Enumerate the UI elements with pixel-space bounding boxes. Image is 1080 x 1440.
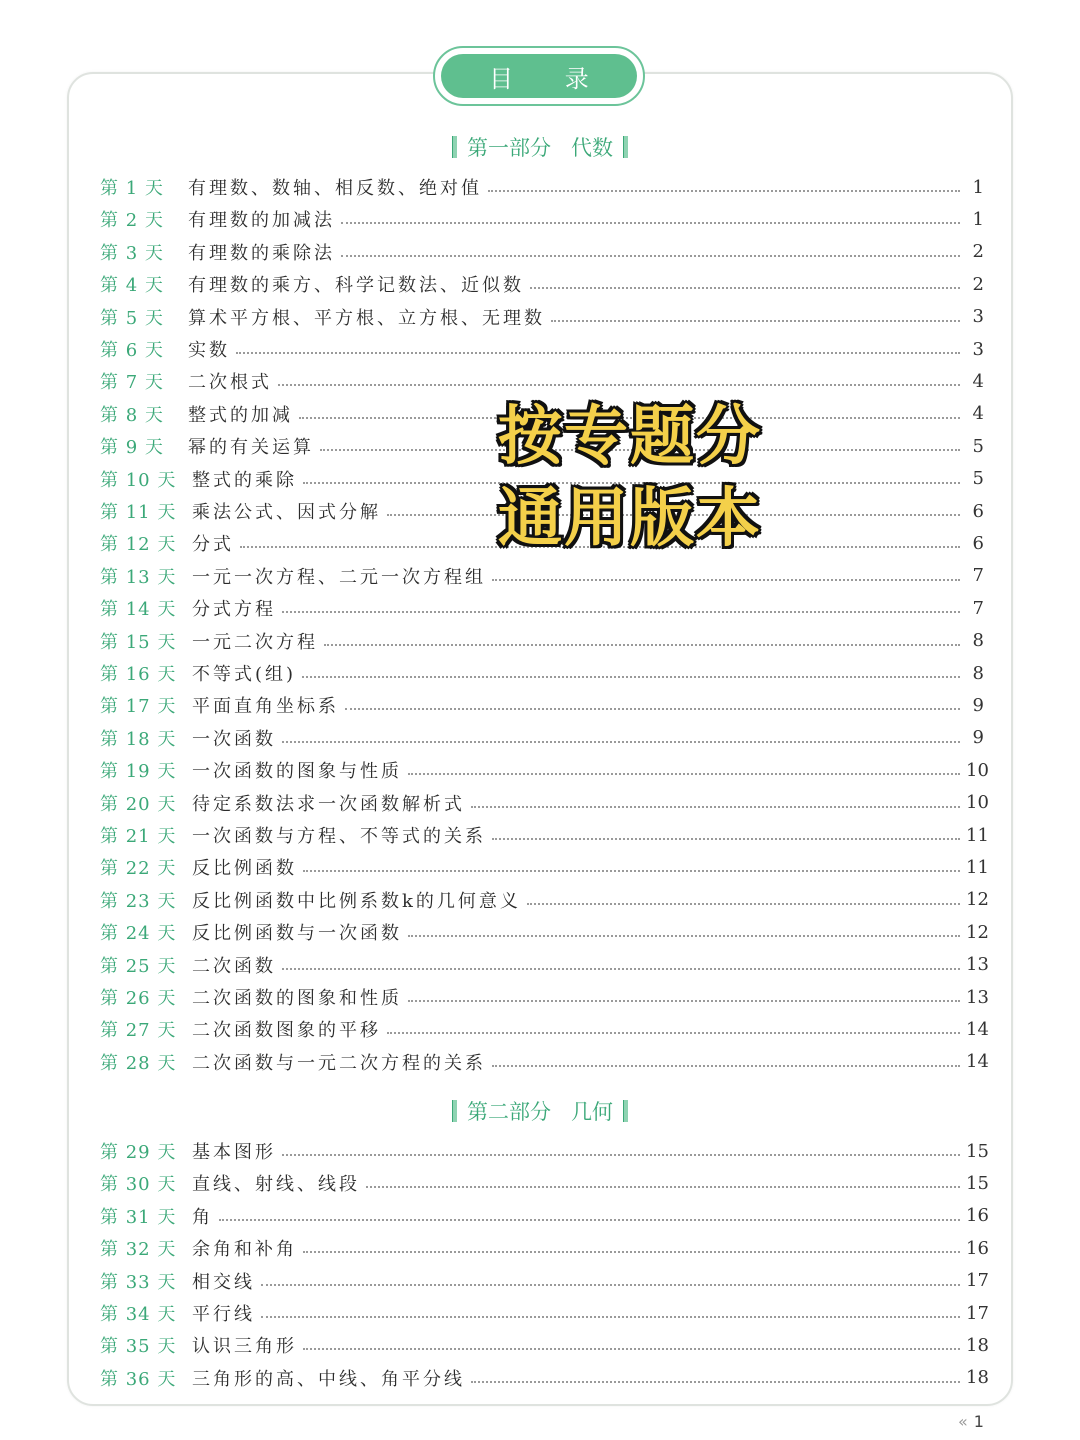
toc-entry-day: 第 10 天 (100, 469, 177, 491)
toc-entry-topic: 有理数、数轴、相反数、绝对值 (188, 178, 482, 199)
toc-entry-page: 6 (972, 500, 984, 522)
toc-entry-day: 第 33 天 (100, 1271, 177, 1293)
toc-entry[interactable] (100, 1167, 989, 1199)
section-bar-left (452, 136, 457, 158)
toc-entry[interactable] (100, 333, 984, 365)
toc-entry-topic: 二次函数的图象和性质 (192, 988, 402, 1009)
dot-leader (408, 773, 960, 775)
chevron-left-icon: « (958, 1412, 968, 1431)
toc-entry[interactable] (100, 1200, 989, 1232)
toc-entry[interactable] (100, 981, 989, 1013)
toc-entry-topic: 一次函数的图象与性质 (192, 761, 402, 783)
toc-entry[interactable] (100, 1297, 989, 1329)
toc-entry-day: 第 11 天 (100, 502, 177, 523)
toc-entry[interactable] (100, 722, 984, 754)
toc-entry-page: 7 (972, 597, 984, 619)
toc-entry-day: 第 35 天 (100, 1336, 177, 1358)
toc-entry-topic: 认识三角形 (192, 1336, 297, 1358)
toc-entry[interactable] (100, 171, 984, 203)
dot-leader (282, 968, 960, 970)
toc-entry-topic: 余角和补角 (192, 1239, 297, 1261)
toc-entry-topic: 平面直角坐标系 (192, 696, 339, 718)
toc-entry[interactable] (100, 754, 989, 786)
dot-leader (492, 1065, 960, 1067)
toc-entry-page: 1 (972, 176, 984, 198)
toc-entry-page: 14 (966, 1051, 989, 1073)
toc-entry-day: 第 23 天 (100, 890, 177, 912)
toc-entry-page: 9 (972, 727, 984, 749)
toc-entry-topic: 有理数的乘除法 (188, 242, 335, 264)
toc-entry-day: 第 15 天 (100, 631, 177, 653)
toc-entry-day: 第 4 天 (100, 275, 164, 297)
dot-leader (408, 935, 960, 937)
toc-entry-topic: 一元二次方程 (192, 631, 318, 653)
dot-leader (219, 1219, 960, 1221)
toc-entry-topic: 反比例函数与一次函数 (192, 923, 402, 945)
toc-entry-page: 13 (966, 986, 989, 1008)
dot-leader (387, 1032, 960, 1034)
toc-entry-page: 12 (966, 921, 989, 943)
toc-entry-page: 9 (972, 694, 984, 716)
toc-entry-page: 17 (966, 1270, 989, 1292)
toc-entry-page: 6 (972, 532, 984, 554)
dot-leader (236, 352, 960, 354)
promo-line-1: 按专题分 (498, 400, 762, 474)
toc-entry-page: 17 (966, 1302, 989, 1324)
toc-entry-day: 第 29 天 (100, 1142, 177, 1163)
toc-entry-page: 4 (972, 370, 984, 392)
dot-leader (278, 384, 960, 386)
toc-entry-day: 第 3 天 (100, 242, 164, 264)
toc-entry-page: 12 (966, 889, 989, 911)
dot-leader (471, 806, 960, 808)
toc-entry-day: 第 32 天 (100, 1239, 177, 1261)
toc-entry-day: 第 8 天 (100, 404, 164, 426)
toc-entry-day: 第 12 天 (100, 534, 177, 556)
toc-title-badge (433, 46, 645, 106)
toc-entry[interactable] (100, 689, 984, 721)
toc-entry[interactable] (100, 1046, 989, 1078)
toc-entry-topic: 整式的加减 (188, 404, 293, 426)
toc-entry-day: 第 26 天 (100, 988, 177, 1009)
dot-leader (408, 1000, 960, 1002)
toc-entry-page: 10 (966, 759, 989, 781)
toc-entry[interactable] (100, 301, 984, 333)
toc-entry-page: 15 (966, 1140, 989, 1162)
dot-leader (341, 222, 960, 224)
toc-entry-page: 13 (966, 954, 989, 976)
toc-entry-topic: 反比例函数 (192, 858, 297, 880)
toc-entry[interactable] (100, 365, 984, 397)
dot-leader (303, 1348, 960, 1350)
toc-entry-page: 16 (966, 1205, 989, 1227)
toc-entry-topic: 反比例函数中比例系数k的几何意义 (192, 890, 521, 912)
toc-entry-day: 第 2 天 (100, 210, 164, 232)
toc-entry-topic: 一次函数 (192, 728, 276, 750)
dot-leader (492, 838, 960, 840)
toc-entry-topic: 实数 (188, 340, 230, 361)
toc-entry-topic: 角 (192, 1206, 213, 1228)
toc-entry[interactable] (100, 657, 984, 689)
toc-entry-page: 14 (966, 1018, 989, 1040)
section-part: 第二部分 (467, 1100, 551, 1124)
toc-entry-page: 8 (972, 630, 984, 652)
section-name: 几何 (571, 1100, 613, 1124)
dot-leader (492, 579, 960, 581)
toc-entry-page: 16 (966, 1237, 989, 1259)
toc-entry-day: 第 20 天 (100, 793, 177, 815)
toc-entry[interactable] (100, 949, 989, 981)
toc-entry-day: 第 27 天 (100, 1020, 177, 1042)
section-part: 第一部分 (467, 136, 551, 160)
toc-entry-page: 11 (966, 856, 989, 878)
toc-entry[interactable] (100, 787, 989, 819)
promo-line-2: 通用版本 (498, 482, 762, 556)
toc-entry-page: 4 (972, 403, 984, 425)
toc-entry-topic: 分式 (192, 534, 234, 556)
toc-entry[interactable] (100, 203, 984, 235)
toc-entry[interactable] (100, 884, 989, 916)
toc-entry-day: 第 5 天 (100, 307, 164, 329)
toc-entry-topic: 二次函数图象的平移 (192, 1020, 381, 1042)
toc-entry-topic: 乘法公式、因式分解 (192, 502, 381, 523)
toc-entry-page: 1 (972, 208, 984, 230)
toc-entry-topic: 算术平方根、平方根、立方根、无理数 (188, 307, 545, 329)
toc-entry-page: 18 (966, 1334, 989, 1356)
toc-entry-day: 第 18 天 (100, 728, 177, 750)
toc-entry-page: 15 (966, 1172, 989, 1194)
toc-entry-page: 2 (972, 241, 984, 263)
dot-leader (282, 1154, 960, 1156)
toc-entry-topic: 不等式(组) (192, 664, 297, 685)
dot-leader (303, 870, 960, 872)
toc-entry-topic: 一次函数与方程、不等式的关系 (192, 826, 486, 847)
dot-leader (366, 1186, 960, 1188)
toc-entry-day: 第 13 天 (100, 566, 177, 588)
dot-leader (471, 1381, 960, 1383)
toc-entry-day: 第 17 天 (100, 696, 177, 718)
section-heading-geometry (0, 1096, 1080, 1126)
toc-entry-topic: 有理数的乘方、科学记数法、近似数 (188, 275, 524, 297)
dot-leader (261, 1316, 960, 1318)
toc-entry[interactable] (100, 819, 989, 851)
toc-entry[interactable] (100, 560, 984, 592)
toc-entry-day: 第 30 天 (100, 1174, 177, 1196)
toc-entry[interactable] (100, 1265, 989, 1297)
toc-entry-page: 3 (972, 338, 984, 360)
dot-leader (551, 320, 960, 322)
toc-entry-page: 10 (966, 792, 989, 814)
toc-entry-page: 5 (972, 468, 984, 490)
toc-entry-day: 第 14 天 (100, 599, 177, 621)
toc-entry-topic: 有理数的加减法 (188, 210, 335, 232)
toc-entry-day: 第 9 天 (100, 437, 164, 459)
section-heading-algebra (0, 132, 1080, 162)
section-bar-right (623, 1100, 628, 1122)
toc-entry-topic: 分式方程 (192, 599, 276, 621)
toc-entry-day: 第 21 天 (100, 826, 177, 847)
toc-entry-day: 第 28 天 (100, 1052, 177, 1074)
toc-entry[interactable] (100, 236, 984, 268)
toc-entry[interactable] (100, 1013, 989, 1045)
toc-entry[interactable] (100, 1329, 989, 1361)
toc-entry-page: 3 (972, 306, 984, 328)
page-title: 目 录 (441, 54, 637, 98)
toc-entry-page: 11 (966, 824, 989, 846)
dot-leader (282, 741, 960, 743)
toc-entry-day: 第 31 天 (100, 1206, 177, 1228)
page-footer (958, 1412, 984, 1431)
toc-entry-topic: 二次函数 (192, 955, 276, 977)
page-number: 1 (973, 1412, 984, 1431)
toc-entry-day: 第 25 天 (100, 955, 177, 977)
toc-entry[interactable] (100, 1232, 989, 1264)
toc-entry-day: 第 24 天 (100, 923, 177, 945)
toc-entry-topic: 二次根式 (188, 372, 272, 394)
toc-entry[interactable] (100, 851, 989, 883)
toc-entry[interactable] (100, 916, 989, 948)
dot-leader (282, 611, 960, 613)
dot-leader (303, 1251, 960, 1253)
toc-entry[interactable] (100, 592, 984, 624)
toc-entry-day: 第 22 天 (100, 858, 177, 880)
dot-leader (261, 1284, 960, 1286)
dot-leader (324, 644, 960, 646)
toc-entry-day: 第 34 天 (100, 1304, 177, 1325)
toc-entry-day: 第 1 天 (100, 178, 164, 199)
toc-entry-page: 18 (966, 1367, 989, 1389)
toc-entry-topic: 直线、射线、线段 (192, 1174, 360, 1196)
toc-entry-page: 5 (972, 435, 984, 457)
toc-entry-topic: 平行线 (192, 1304, 255, 1325)
section-bar-left (452, 1100, 457, 1122)
toc-entry-day: 第 19 天 (100, 761, 177, 783)
dot-leader (527, 903, 960, 905)
toc-entry-topic: 幂的有关运算 (188, 437, 314, 459)
section-name: 代数 (571, 136, 613, 160)
dot-leader (341, 255, 960, 257)
toc-entry-page: 7 (972, 565, 984, 587)
toc-entry-day: 第 16 天 (100, 664, 177, 685)
toc-entry-topic: 基本图形 (192, 1142, 276, 1163)
toc-entry-topic: 二次函数与一元二次方程的关系 (192, 1052, 486, 1074)
promo-overlay (498, 396, 778, 560)
section-bar-right (623, 136, 628, 158)
toc-entry[interactable] (100, 268, 984, 300)
toc-entry-page: 8 (972, 662, 984, 684)
dot-leader (302, 676, 960, 678)
toc-entry-topic: 三角形的高、中线、角平分线 (192, 1368, 465, 1390)
toc-entry-page: 2 (972, 273, 984, 295)
toc-entry-topic: 一元一次方程、二元一次方程组 (192, 566, 486, 588)
dot-leader (488, 190, 960, 192)
toc-entry-topic: 待定系数法求一次函数解析式 (192, 793, 465, 815)
toc-entry-day: 第 6 天 (100, 340, 164, 361)
toc-entry[interactable] (100, 625, 984, 657)
toc-entry[interactable] (100, 1362, 989, 1394)
toc-entry-day: 第 7 天 (100, 372, 164, 394)
toc-entry-day: 第 36 天 (100, 1368, 177, 1390)
toc-entry[interactable] (100, 1135, 989, 1167)
toc-entry-topic: 相交线 (192, 1271, 255, 1293)
dot-leader (345, 708, 960, 710)
toc-entry-topic: 整式的乘除 (192, 469, 297, 491)
dot-leader (530, 287, 960, 289)
